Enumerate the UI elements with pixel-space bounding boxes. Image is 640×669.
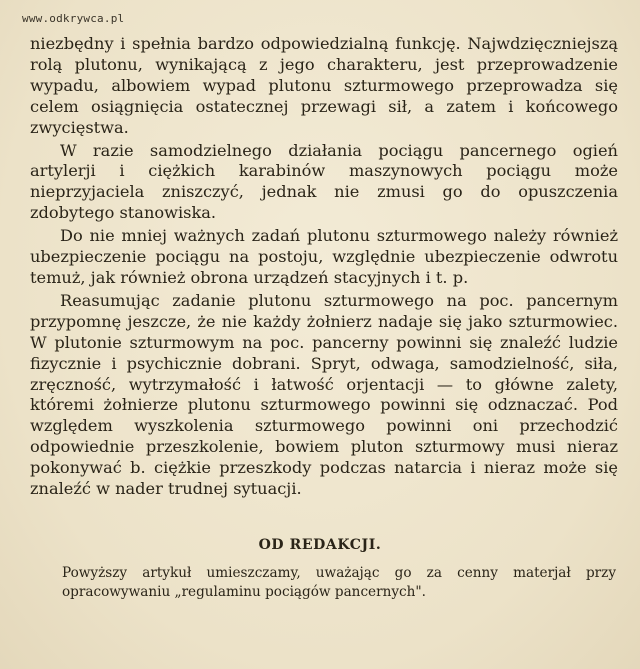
editorial-text: Powyższy artykuł umieszczamy, uważając go za cenny materjał przy opracowywaniu „regulaminu pociągów pancernych".	[62, 565, 616, 600]
paragraph-3: Do nie mniej ważnych zadań plutonu szturmowego należy również ubezpieczenie pociągu na postoju, względnie ubezpieczenie odwrotu temuż, jak również obrona urządzeń stacyjnych i t. p.	[30, 226, 618, 287]
paragraph-1: niezbędny i spełnia bardzo odpowiedzialną funkcję. Najwdzięczniejszą rolą plutonu, wynikającą z jego charakteru, jest przeprowadzenie wypadu, albowiem wypad plutonu szturmowego przeprowadza się celem osiągnięcia ostatecznej przewagi sił, a zatem i końcowego zwycięstwa.	[30, 34, 618, 137]
editorial-note	[62, 564, 616, 602]
article-body	[30, 34, 618, 500]
watermark: www.odkrywca.pl	[22, 12, 125, 25]
paragraph-2: W razie samodzielnego działania pociągu pancernego ogień artylerji i ciężkich karabinów maszynowych pociągu może nieprzyjaciela zniszczyć, jednak nie zmusi go do opuszczenia zdobytego stanowiska.	[30, 140, 618, 223]
editorial-heading: OD REDAKCJI.	[258, 537, 382, 553]
paragraph-4: Reasumując zadanie plutonu szturmowego na poc. pancernym przypomnę jeszcze, że nie każdy żołnierz nadaje się jako szturmowiec. W plutonie szturmowym na poc. pancerny powinni się znaleźć ludzie fizycznie i psychicznie dobrani. Spryt, odwaga, samodzielność, siła, zręczność, wytrzymałość i łatwość orjentacji — to główne zalety, któremi żołnierze plutonu szturmowego powinni się odznaczać. Pod względem wyszkolenia szturmowego powinni oni przechodzić odpowiednie przeszkolenie, bowiem pluton szturmowy musi nieraz pokonywać b. ciężkie przeszkody podczas natarcia i nieraz może się znaleźć w nader trudnej sytuacji.	[30, 290, 618, 499]
